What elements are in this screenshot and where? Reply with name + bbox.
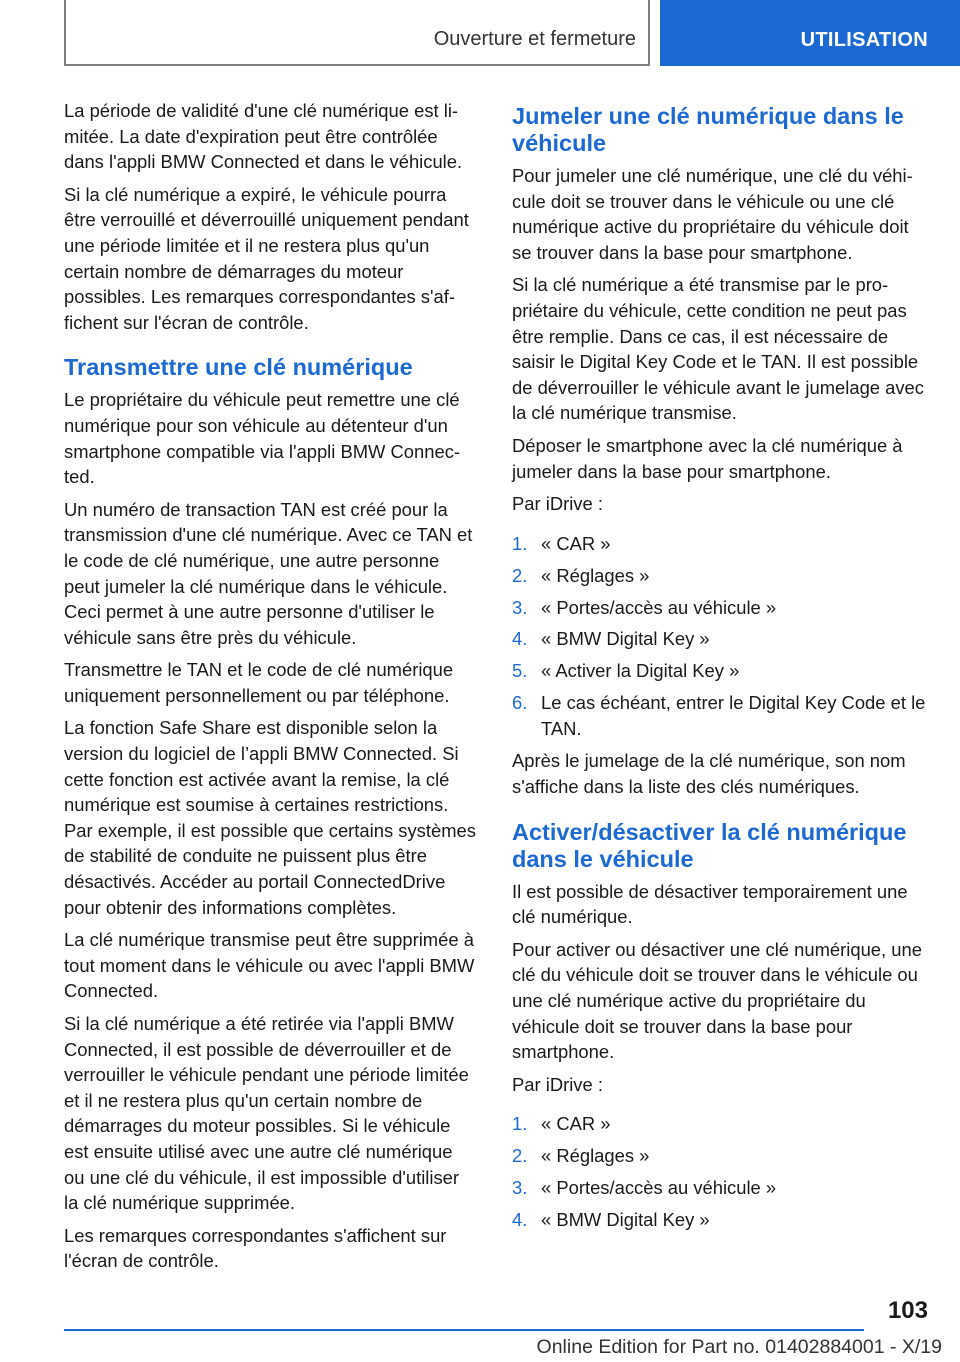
list-item <box>512 658 926 684</box>
step-number: 4. <box>512 1208 528 1230</box>
list-item <box>512 1111 926 1137</box>
paragraph: La période de validité d'une clé numérique est limitée. La date d'expiration peut être contrôlée dans l'appli BMW Connected et dans le véhicule. <box>64 100 463 173</box>
footer-rule <box>64 1329 864 1331</box>
step-text: « Réglages » <box>541 1145 650 1167</box>
edition-note: Online Edition for Part no. 01402884001 - X/19 <box>536 1336 942 1358</box>
paragraph: Déposer le smartphone avec la clé numérique à jumeler dans la base pour smartphone. <box>512 434 903 482</box>
list-item <box>512 626 926 652</box>
paragraph: Après le jumelage de la clé numérique, son nom s'affiche dans la liste des clés numériques. <box>512 750 906 797</box>
step-text: « CAR » <box>541 532 611 554</box>
page-header <box>0 0 960 66</box>
list-item <box>512 595 926 621</box>
paragraph: Par iDrive : <box>512 493 603 515</box>
step-text: « Activer la Digital Key » <box>541 660 740 682</box>
list-item <box>512 563 926 589</box>
heading-pair-digital-key: Jumeler une clé numérique dans le véhicule <box>512 103 904 156</box>
paragraph: Il est possible de désactiver temporairement une clé numérique. <box>512 880 908 928</box>
paragraph: Un numéro de transaction TAN est créé pour la transmission d'une clé numérique. Avec ce TAN et le code de clé numérique, une autre personne peut jumeler la clé numérique dans le véhicule. Ceci permet à une autre personne d'utiliser le véhicule sans être près du véhicule. <box>64 498 473 648</box>
header-bottom-rule <box>64 64 650 66</box>
paragraph: Si la clé numérique a été retirée via l'appli BMW Connected, il est possible de déverrouiller et de verrouiller le véhicule pendant une période limitée et il ne restera plus qu'un certain nombre de démarrages du moteur possibles. Si le véhicule est ensuite utilisé avec une autre clé numérique ou une clé du véhicule, il est impossible d'utiliser la clé numérique supprimée. <box>64 1013 469 1214</box>
step-number: 5. <box>512 660 528 682</box>
paragraph: La fonction Safe Share est disponible selon la version du logiciel de l’appli BMW Connected. Si cette fonction est activée avant la remise, la clé numérique est soumise à certaines restrictions. Par exemple, il est possible que certains systèmes de stabilité de conduite ne puissent plus être désactivés. Accéder au portail ConnectedDrive pour obtenir des informations complètes. <box>64 717 476 918</box>
step-text: « CAR » <box>541 1113 611 1135</box>
step-text: « BMW Digital Key » <box>541 1208 710 1230</box>
left-column <box>64 98 478 1281</box>
step-number: 1. <box>512 532 528 554</box>
list-item <box>512 690 926 741</box>
step-number: 3. <box>512 596 528 618</box>
list-item <box>512 531 926 557</box>
heading-activate-digital-key: Activer/désactiver la clé numérique dans le véhicule <box>512 818 907 872</box>
step-text: « Portes/accès au véhicule » <box>541 1177 777 1199</box>
step-number: 6. <box>512 692 528 714</box>
chapter-title: Ouverture et fermeture <box>433 28 636 50</box>
step-number: 1. <box>512 1113 528 1135</box>
section-tab <box>660 0 960 66</box>
step-number: 2. <box>512 1145 528 1167</box>
page-number: 103 <box>887 1297 928 1324</box>
paragraph: Par iDrive : <box>512 1073 603 1095</box>
step-number: 2. <box>512 564 528 586</box>
paragraph: Si la clé numérique a été transmise par le propriétaire du véhicule, cette condition ne peut pas être remplie. Dans ce cas, il est nécessaire de saisir le Digital Key Code et le TAN. Il est possible de déverrouiller le véhicule avant le jumelage avec la clé numérique transmise. <box>512 274 924 424</box>
paragraph: Transmettre le TAN et le code de clé numérique uniquement personnellement ou par téléphone. <box>64 659 454 706</box>
paragraph: Les remarques correspondantes s'affichent sur l'écran de contrôle. <box>64 1224 447 1272</box>
paragraph: Pour jumeler une clé numérique, une clé du véhicule doit se trouver dans le véhicule ou une clé numérique active du propriétaire du véhicule doit se trouver dans la base pour smartphone. <box>512 165 913 263</box>
activate-steps-list <box>512 1111 926 1232</box>
right-column <box>512 98 926 1240</box>
step-number: 3. <box>512 1177 528 1199</box>
list-item <box>512 1207 926 1233</box>
step-text: « Réglages » <box>541 564 650 586</box>
paragraph: Pour activer ou désactiver une clé numérique, une clé du véhicule doit se trouver dans le véhicule ou une clé numérique active du propriétaire du véhicule doit se trouver dans la base pour smartphone. <box>512 938 922 1063</box>
step-number: 4. <box>512 628 528 650</box>
heading-transmit-digital-key: Transmettre une clé numérique <box>64 354 413 381</box>
step-text: « Portes/accès au véhicule » <box>541 596 777 618</box>
section-title: UTILISATION <box>800 29 928 51</box>
pair-steps-list <box>512 531 926 742</box>
list-item <box>512 1175 926 1201</box>
step-text: Le cas échéant, entrer le Digital Key Code et le TAN. <box>541 692 926 739</box>
header-left-rule <box>64 0 66 66</box>
paragraph: Le propriétaire du véhicule peut remettre une clé numérique pour son véhicule au détenteur d'un smartphone compatible via l'appli BMW Connected. <box>64 389 461 488</box>
paragraph: La clé numérique transmise peut être supprimée à tout moment dans le véhicule ou avec l'appli BMW Connected. <box>64 929 475 1002</box>
header-divider <box>648 0 650 66</box>
paragraph: Si la clé numérique a expiré, le véhicule pourra être verrouillé et déverrouillé uniquement pendant une période limitée et il ne restera plus qu'un certain nombre de démarrages du moteur possibles. Les remarques correspondantes s'affichent sur l'écran de contrôle. <box>64 183 469 333</box>
list-item <box>512 1143 926 1169</box>
step-text: « BMW Digital Key » <box>541 628 710 650</box>
